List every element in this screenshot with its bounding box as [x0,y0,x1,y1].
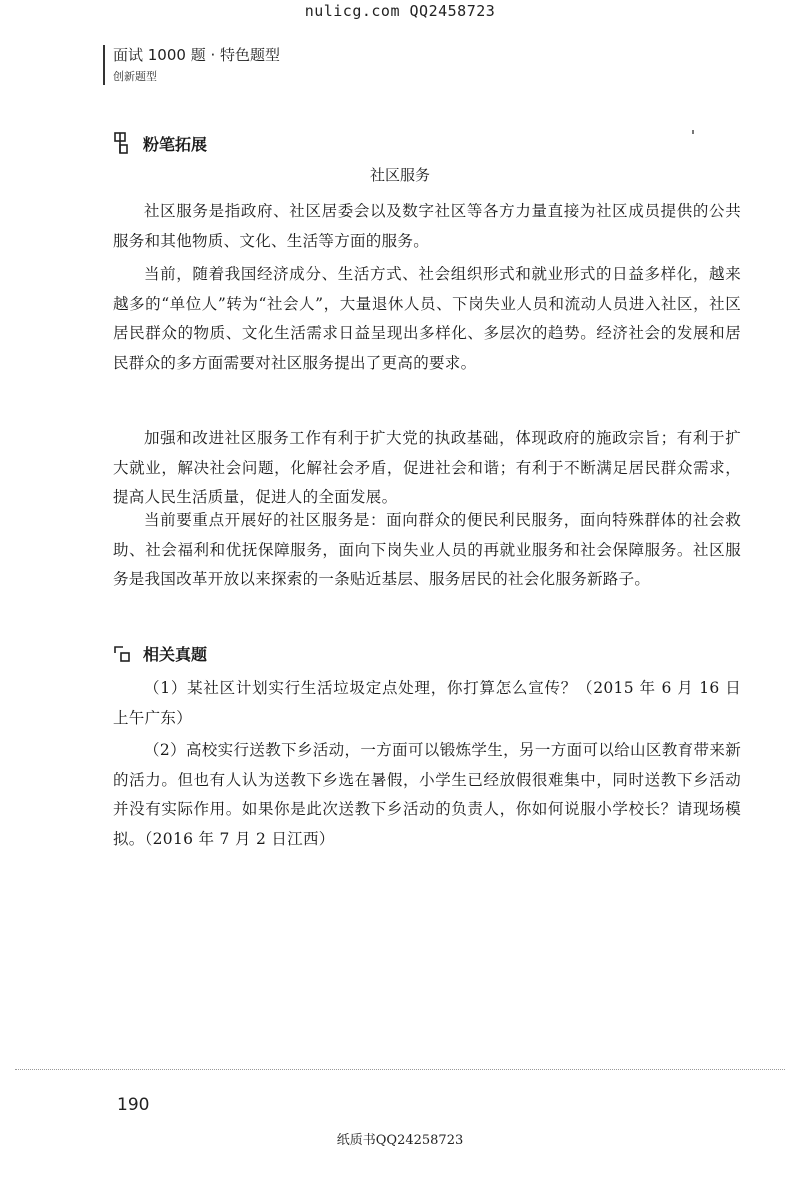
paragraph: 当前要重点开展好的社区服务是：面向群众的便民利民服务，面向特殊群体的社会救助、社会福利和优抚保障服务，面向下岗失业人员的再就业服务和社会保障服务。社区服务是我国改革开放以来探索的一条贴近基层、服务居民的社会化服务新路子。 [113,511,741,588]
page-number: 190 [117,1095,150,1115]
exam-icon [113,645,131,663]
question-item: （1）某社区计划实行生活垃圾定点处理，你打算怎么宣传？（2015 年 6 月 16 日上午广东） [113,679,741,727]
paragraph: 社区服务是指政府、社区居委会以及数字社区等各方力量直接为社区成员提供的公共服务和其他物质、文化、生活等方面的服务。 [113,202,741,250]
section-heading-label: 粉笔拓展 [143,134,208,154]
bookmark-icon [113,131,131,155]
paragraph: 当前，随着我国经济成分、生活方式、社会组织形式和就业形式的日益多样化，越来越多的“单位人”转为“社会人”，大量退休人员、下岗失业人员和流动人员进入社区，社区居民群众的物质、文化生活需求日益呈现出多样化、多层次的趋势。经济社会的发展和居民群众的多方面需要对社区服务提出了更高的要求。 [113,265,741,372]
article-title: 社区服务 [369,166,430,184]
section-heading-extension [113,131,207,155]
header-subtitle: 创新题型 [113,70,157,83]
footer-divider [15,1069,785,1070]
watermark-bottom: 纸质书QQ24258723 [336,1133,464,1148]
section-heading-label: 相关真题 [143,645,208,664]
header-divider [103,45,105,85]
paragraph: 加强和改进社区服务工作有利于扩大党的执政基础，体现政府的施政宗旨；有利于扩大就业，解决社会问题，化解社会矛盾，促进社会和谐；有利于不断满足居民群众需求，提高人民生活质量，促进人的全面发展。 [113,429,741,506]
header-title: 面试 1000 题 · 特色题型 [113,46,281,64]
watermark-top: nulicg.com QQ2458723 [304,2,496,20]
margin-mark [692,130,694,134]
section-heading-related [113,642,207,665]
question-item: （2）高校实行送教下乡活动，一方面可以锻炼学生，另一方面可以给山区教育带来新的活力。但也有人认为送教下乡选在暑假，小学生已经放假很难集中，同时送教下乡活动并没有实际作用。如果你是此次送教下乡活动的负责人，你如何说服小学校长？请现场模拟。（2016 年 7 月 2 日江西） [113,741,741,848]
